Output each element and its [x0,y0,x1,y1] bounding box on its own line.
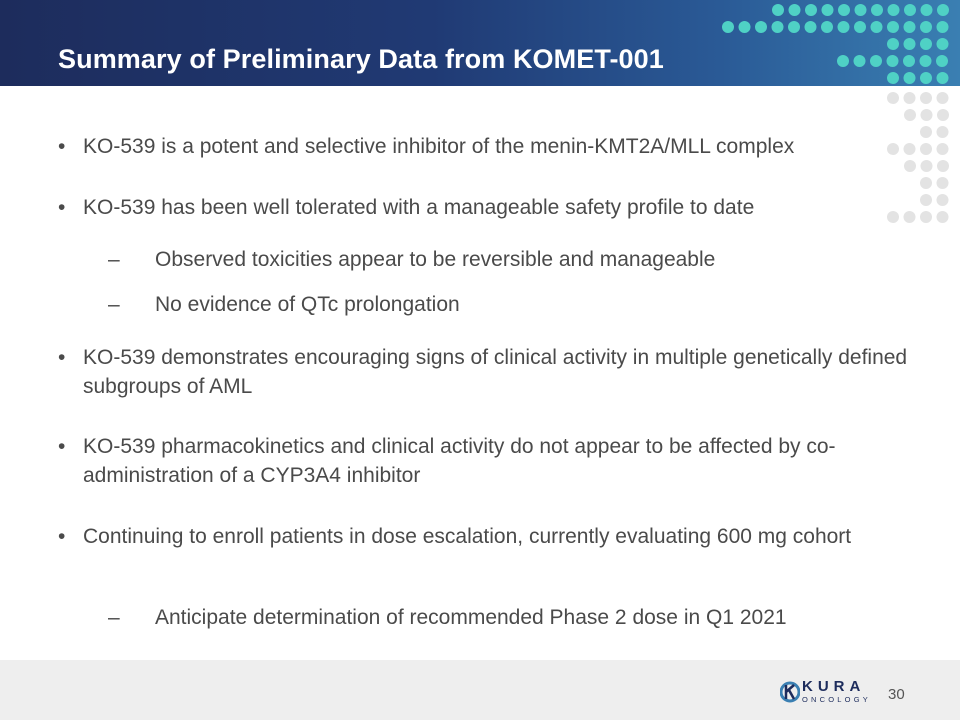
logo-wordmark: KURA [802,678,866,695]
slide-title: Summary of Preliminary Data from KOMET-001 [58,44,664,74]
sub-bullet-text: Anticipate determination of recommended Phase 2 dose in Q1 2021 [155,606,787,629]
sub-bullet-text: No evidence of QTc prolongation [155,293,460,316]
sub-bullet-marker: – [108,606,120,629]
sub-bullet-item [108,603,908,632]
bullet-marker: • [58,435,66,458]
bullet-item [58,193,918,222]
sub-bullet-marker: – [108,248,120,271]
sub-bullet-marker: – [108,293,120,316]
sub-bullet-item [108,245,908,274]
logo-subtitle: ONCOLOGY [802,695,871,704]
bullet-item [58,132,918,161]
bullet-marker: • [58,135,66,158]
bullet-text: KO-539 has been well tolerated with a manageable safety profile to date [83,196,755,219]
page-number: 30 [888,686,905,703]
kura-logo-icon [780,681,800,703]
bullet-marker: • [58,525,66,548]
bullet-item [58,432,918,490]
bullet-marker: • [58,346,66,369]
sub-bullet-item [108,290,908,319]
bullet-text: Continuing to enroll patients in dose escalation, currently evaluating 600 mg cohort [83,525,852,548]
bullet-item [58,522,918,551]
bullet-item [58,343,918,401]
bullet-text: KO-539 pharmacokinetics and clinical activity do not appear to be affected by co-administration of a CYP3A4 inhibitor [83,435,836,487]
bullet-text: KO-539 is a potent and selective inhibitor of the menin-KMT2A/MLL complex [83,135,795,158]
sub-bullet-text: Observed toxicities appear to be reversible and manageable [155,248,716,271]
kura-oncology-logo [780,678,870,710]
bullet-text: KO-539 demonstrates encouraging signs of clinical activity in multiple genetically defined subgroups of AML [83,346,908,398]
bullet-marker: • [58,196,66,219]
